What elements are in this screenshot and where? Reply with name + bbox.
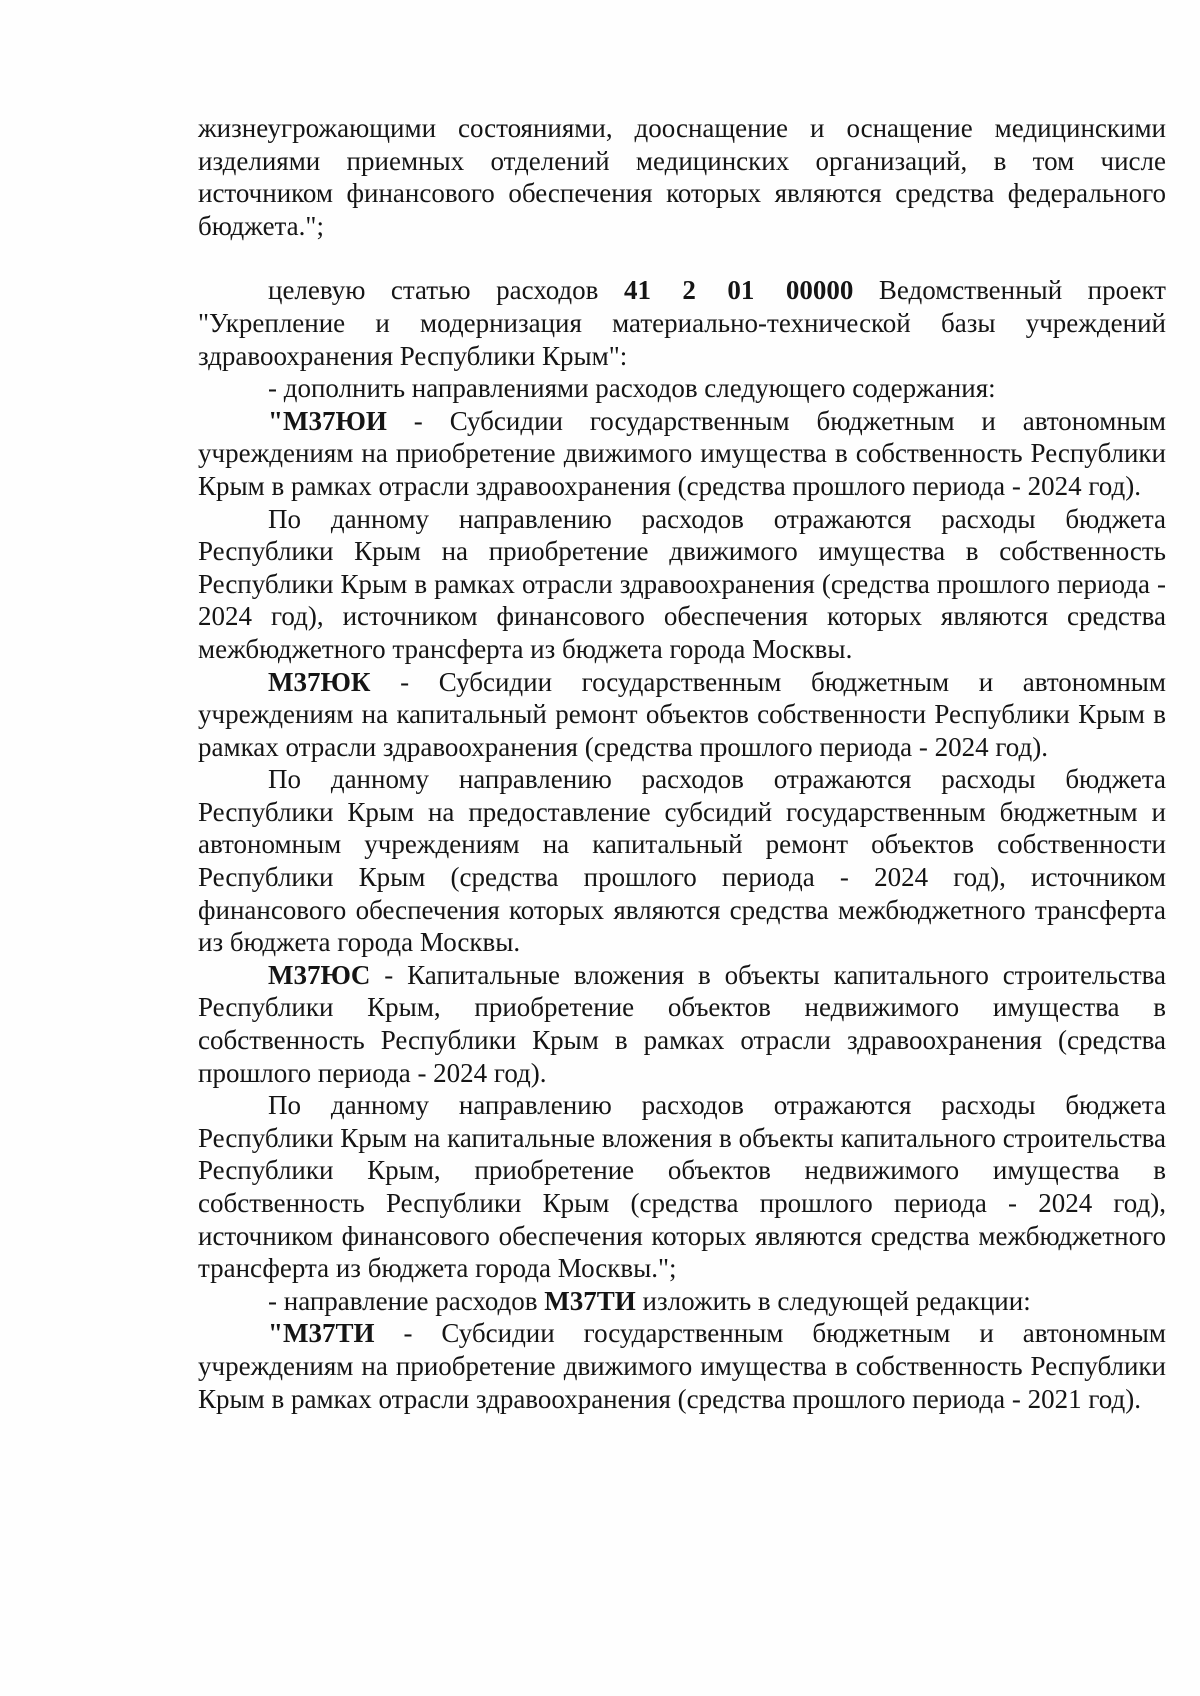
paragraph-m37ti [198, 1317, 1166, 1415]
paragraph-text: жизнеугрожающими состояниями, дооснащение и оснащение медицинскими изделиями приемных отделений медицинских организаций, в том числе источником финансового обеспечения которых являются средства федерального бюджета."; [198, 113, 1166, 241]
paragraph-text: - Субсидии государственным бюджетным и автономным учреждениям на приобретение движимого имущества в собственность Республики Крым в рамках отрасли здравоохранения (средства прошлого периода - 2021 год). [198, 1318, 1166, 1414]
expense-code: М37ТИ [544, 1285, 636, 1316]
paragraph-m37yui-description [198, 503, 1166, 666]
document-body [198, 112, 1166, 1415]
paragraph-m37yuk [198, 666, 1166, 764]
expense-code: "М37ЮИ [268, 405, 387, 436]
paragraph-text: - Субсидии государственным бюджетным и автономным учреждениям на приобретение движимого имущества в собственность Республики Крым в рамках отрасли здравоохранения (средства прошлого периода - 2024 год). [198, 405, 1166, 501]
paragraph-continuation [198, 112, 1166, 242]
paragraph-m37yus [198, 959, 1166, 1089]
paragraph-text-prefix: целевую статью расходов [268, 275, 624, 306]
paragraph-text-suffix: Ведомственный проект "Укрепление и модернизация материально-технической базы учреждений здравоохранения Республики Крым": [198, 275, 1166, 371]
paragraph-text: - Субсидии государственным бюджетным и автономным учреждениям на капитальный ремонт объектов собственности Республики Крым в рамках отрасли здравоохранения (средства прошлого периода - 2024 год). [198, 666, 1166, 762]
paragraph-text: - Капитальные вложения в объекты капитального строительства Республики Крым, приобретение объектов недвижимого имущества в собственность Республики Крым в рамках отрасли здравоохранения (средства прошлого периода - 2024 год). [198, 959, 1166, 1088]
paragraph-text: По данному направлению расходов отражаются расходы бюджета Республики Крым на капитальные вложения в объекты капитального строительства Республики Крым, приобретение объектов недвижимого имущества в собственность Республики Крым (средства прошлого периода - 2024 год), источником финансового обеспечения которых являются средства межбюджетного трансферта из бюджета города Москвы."; [198, 1090, 1166, 1284]
paragraph-m37yus-description [198, 1089, 1166, 1285]
paragraph-m37yuk-description [198, 763, 1166, 959]
expense-code: "М37ТИ [268, 1318, 375, 1349]
expense-code: М37ЮК [268, 666, 371, 697]
paragraph-text-suffix: изложить в следующей редакции: [635, 1285, 1031, 1316]
budget-code: 41 2 01 00000 [623, 275, 854, 306]
paragraph-text: По данному направлению расходов отражаются расходы бюджета Республики Крым на приобретение движимого имущества в собственность Республики Крым в рамках отрасли здравоохранения (средства прошлого периода - 2024 год), источником финансового обеспечения которых являются средства межбюджетного трансферта из бюджета города Москвы. [198, 503, 1166, 664]
paragraph-text: - дополнить направлениями расходов следующего содержания: [268, 373, 996, 404]
paragraph-change-direction [198, 1285, 1166, 1318]
paragraph-text-prefix: - направление расходов [268, 1285, 545, 1316]
paragraph-add-directions [198, 372, 1166, 405]
paragraph-target-article [198, 274, 1166, 372]
expense-code: М37ЮС [268, 959, 371, 990]
paragraph-m37yui [198, 405, 1166, 503]
paragraph-text: По данному направлению расходов отражаются расходы бюджета Республики Крым на предоставление субсидий государственным бюджетным и автономным учреждениям на капитальный ремонт объектов собственности Республики Крым (средства прошлого периода - 2024 год), источником финансового обеспечения которых являются средства межбюджетного трансферта из бюджета города Москвы. [198, 764, 1166, 958]
